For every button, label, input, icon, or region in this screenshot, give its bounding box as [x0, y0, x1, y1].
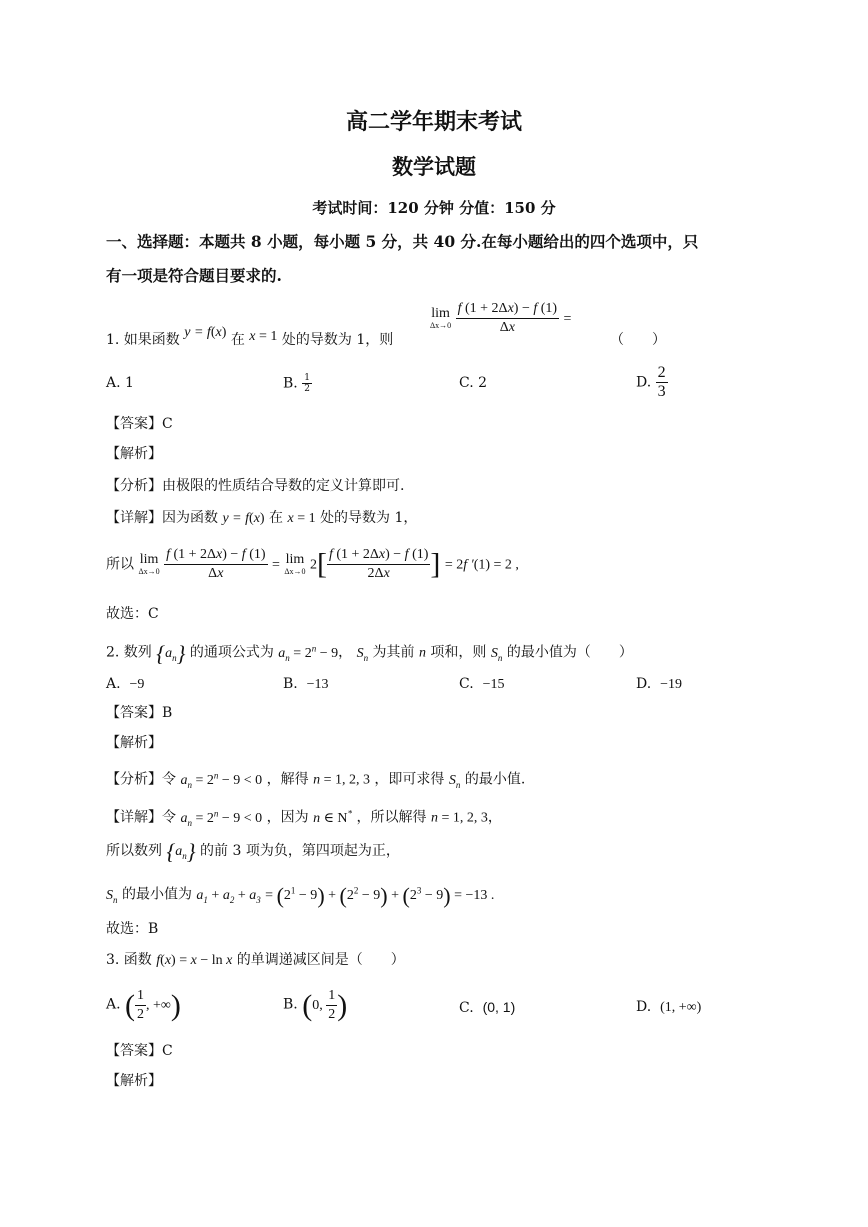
q1-option-b-frac: $\frac{1}{2}$	[304, 373, 310, 394]
q1-mid: 在	[230, 332, 245, 348]
q1-fraction: $\frac{f (1 + 2\Delta x) - f (1)}{\Delta x}$	[457, 301, 558, 335]
q2-option-c: C. −15	[459, 676, 505, 692]
q2-fenxi: 【分析】令 $a_n = 2^n - 9 < 0$ ，解得 n = 1, 2, 3 ，即可求得 $S_n$ 的最小值.	[106, 770, 526, 790]
q1-lim: lim Δx→0	[430, 305, 452, 330]
q1-limit-expr: lim Δx→0 $\frac{f (1 + 2\Delta x) - f (1)}{\Delta x}$ =	[430, 301, 572, 335]
q3-option-b: B. (0, $\frac{1}{2}$ )	[283, 988, 348, 1022]
q1-fenxi: 【分析】由极限的性质结合导数的定义计算即可.	[106, 478, 405, 494]
q1-option-c: C. 2	[459, 375, 488, 391]
q1-option-b: B. $\frac{1}{2}$	[283, 373, 310, 394]
q2-option-d: D. −19	[636, 676, 682, 692]
section-heading-line2: 有一项是符合题目要求的.	[106, 266, 282, 285]
q2-answer: 【答案】B	[106, 705, 173, 721]
q1-option-a: A. 1	[106, 375, 134, 391]
q2-line-c: $S_n$ 的最小值为 $a_1 + a_2 + a_3 = (2^1 - 9) + (2^2 - 9) + (2^3 - 9) = -13$ .	[106, 882, 495, 908]
exam-subject: 数学试题	[392, 154, 476, 179]
q1-mid2: 处的导数为 1，则	[281, 332, 394, 348]
q3-jiexi: 【解析】	[106, 1073, 162, 1089]
q2-line-b: 所以数列 $\{a_n\}$ 的前 3 项为负，第四项起为正，	[106, 838, 400, 864]
q2-guxuan: 故选：B	[106, 921, 159, 937]
q1-jiexi: 【解析】	[106, 446, 162, 462]
q1-option-d-frac: $\frac{2}{3}$	[657, 364, 666, 400]
q2-option-a: A. −9	[106, 676, 145, 692]
q1-xiangjie: 【详解】因为函数 y = f(x) 在 x = 1 处的导数为 1，	[106, 510, 418, 526]
q3-option-c: C. (0, 1)	[459, 999, 516, 1016]
exam-title: 高二学年期末考试	[345, 109, 522, 135]
q1-derivation: 所以 lim Δx→0 $\frac{f (1 + 2\Delta x) - f (1)}{\Delta x}$ = lim Δx→0 2[ $\frac{f (1 + 2\Delta x) - f (1)}{2\Delta x}$ ] = 2f ′(1) = 2 ,	[106, 547, 519, 581]
section-heading-line1: 一、选择题：本题共 8 小题，每小题 5 分，共 40 分.在每小题给出的四个选项中，只	[106, 232, 699, 251]
q3-option-a: A. ( $\frac{1}{2}$ , +∞)	[106, 988, 181, 1022]
q2-option-b: B. −13	[283, 676, 329, 692]
q3-answer: 【答案】C	[106, 1043, 173, 1059]
q3-stem: 3. 函数 f(x) = x − ln x 的单调递减区间是（ ）	[106, 952, 405, 968]
q1-point: x = 1	[249, 329, 278, 344]
q3-option-d: D. (1, +∞)	[636, 999, 702, 1015]
exam-info: 考试时间：120 分钟 分值：150 分	[312, 199, 556, 217]
q1-paren: （ ）	[610, 332, 666, 348]
q1-stem	[106, 325, 394, 351]
q1-guxuan: 故选：C	[106, 606, 159, 622]
q2-jiexi: 【解析】	[106, 735, 162, 751]
q1-option-d: D. $\frac{2}{3}$	[636, 364, 666, 400]
q2-xiangjie: 【详解】令 $a_n = 2^n - 9 < 0$ ，因为 n ∈ N* ，所以解得 n = 1, 2, 3，	[106, 808, 502, 828]
q1-func: y = f(x)	[184, 325, 227, 340]
q2-stem: 2. 数列 $\{a_n\}$ 的通项公式为 $a_n = 2^n - 9$， $S_n$ 为其前 n 项和，则 $S_n$ 的最小值为（ ）	[106, 640, 633, 666]
q1-answer: 【答案】C	[106, 416, 173, 432]
q1-prefix: 1. 如果函数	[106, 332, 180, 348]
